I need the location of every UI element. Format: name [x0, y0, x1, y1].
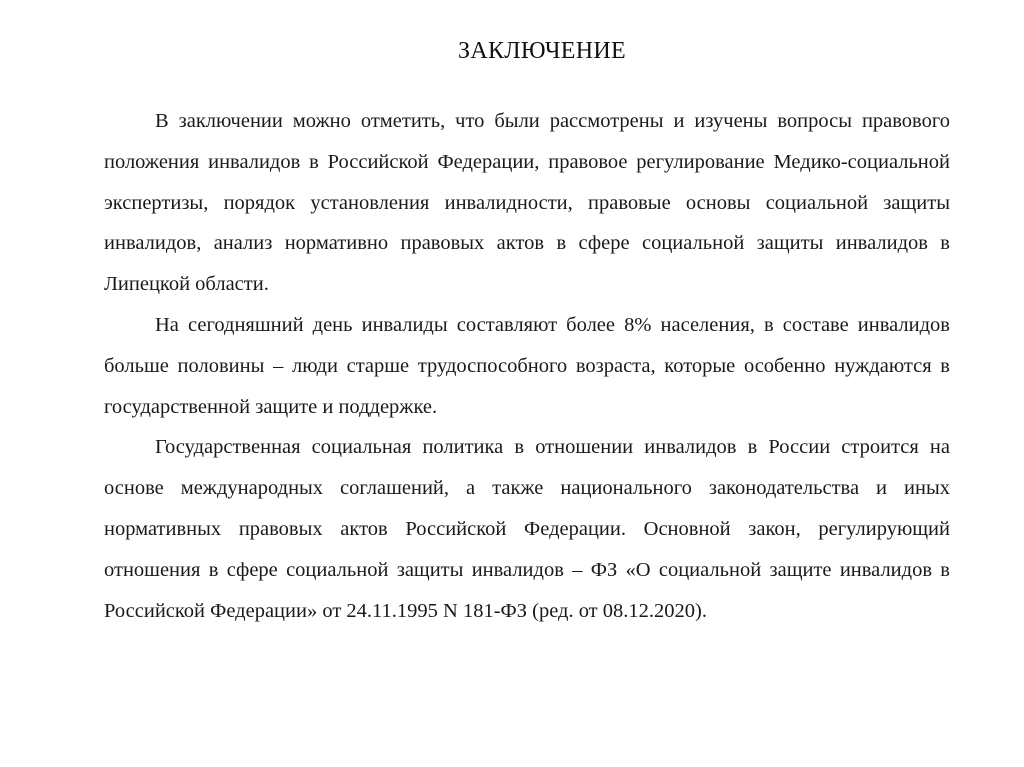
paragraph-state-policy: Государственная социальная политика в отношении инвалидов в России строится на основе международных соглашений, а также национального законодательства и иных нормативных правовых актов Российской Федерации. Основной закон, регулирующий отношения в сфере социальной защиты инвалидов – ФЗ «О социальной защите инвалидов в Российской Федерации» от 24.11.1995 N 181-ФЗ (ред. от 08.12.2020). [104, 436, 950, 622]
paragraph-disability-statistics: На сегодняшний день инвалиды составляют более 8% населения, в составе инвалидов больше половины – люди старше трудоспособного возраста, которые особенно нуждаются в государственной защите и поддержке. [104, 313, 950, 418]
document-body [104, 101, 950, 631]
page-title: ЗАКЛЮЧЕНИЕ [458, 38, 626, 64]
paragraph-conclusion-summary: В заключении можно отметить, что были рассмотрены и изучены вопросы правового положения инвалидов в Российской Федерации, правовое регулирование Медико-социальной экспертизы, порядок установления инвалидности, правовые основы социальной защиты инвалидов, анализ нормативно правовых актов в сфере социальной защиты инвалидов в Липецкой области. [104, 110, 950, 296]
